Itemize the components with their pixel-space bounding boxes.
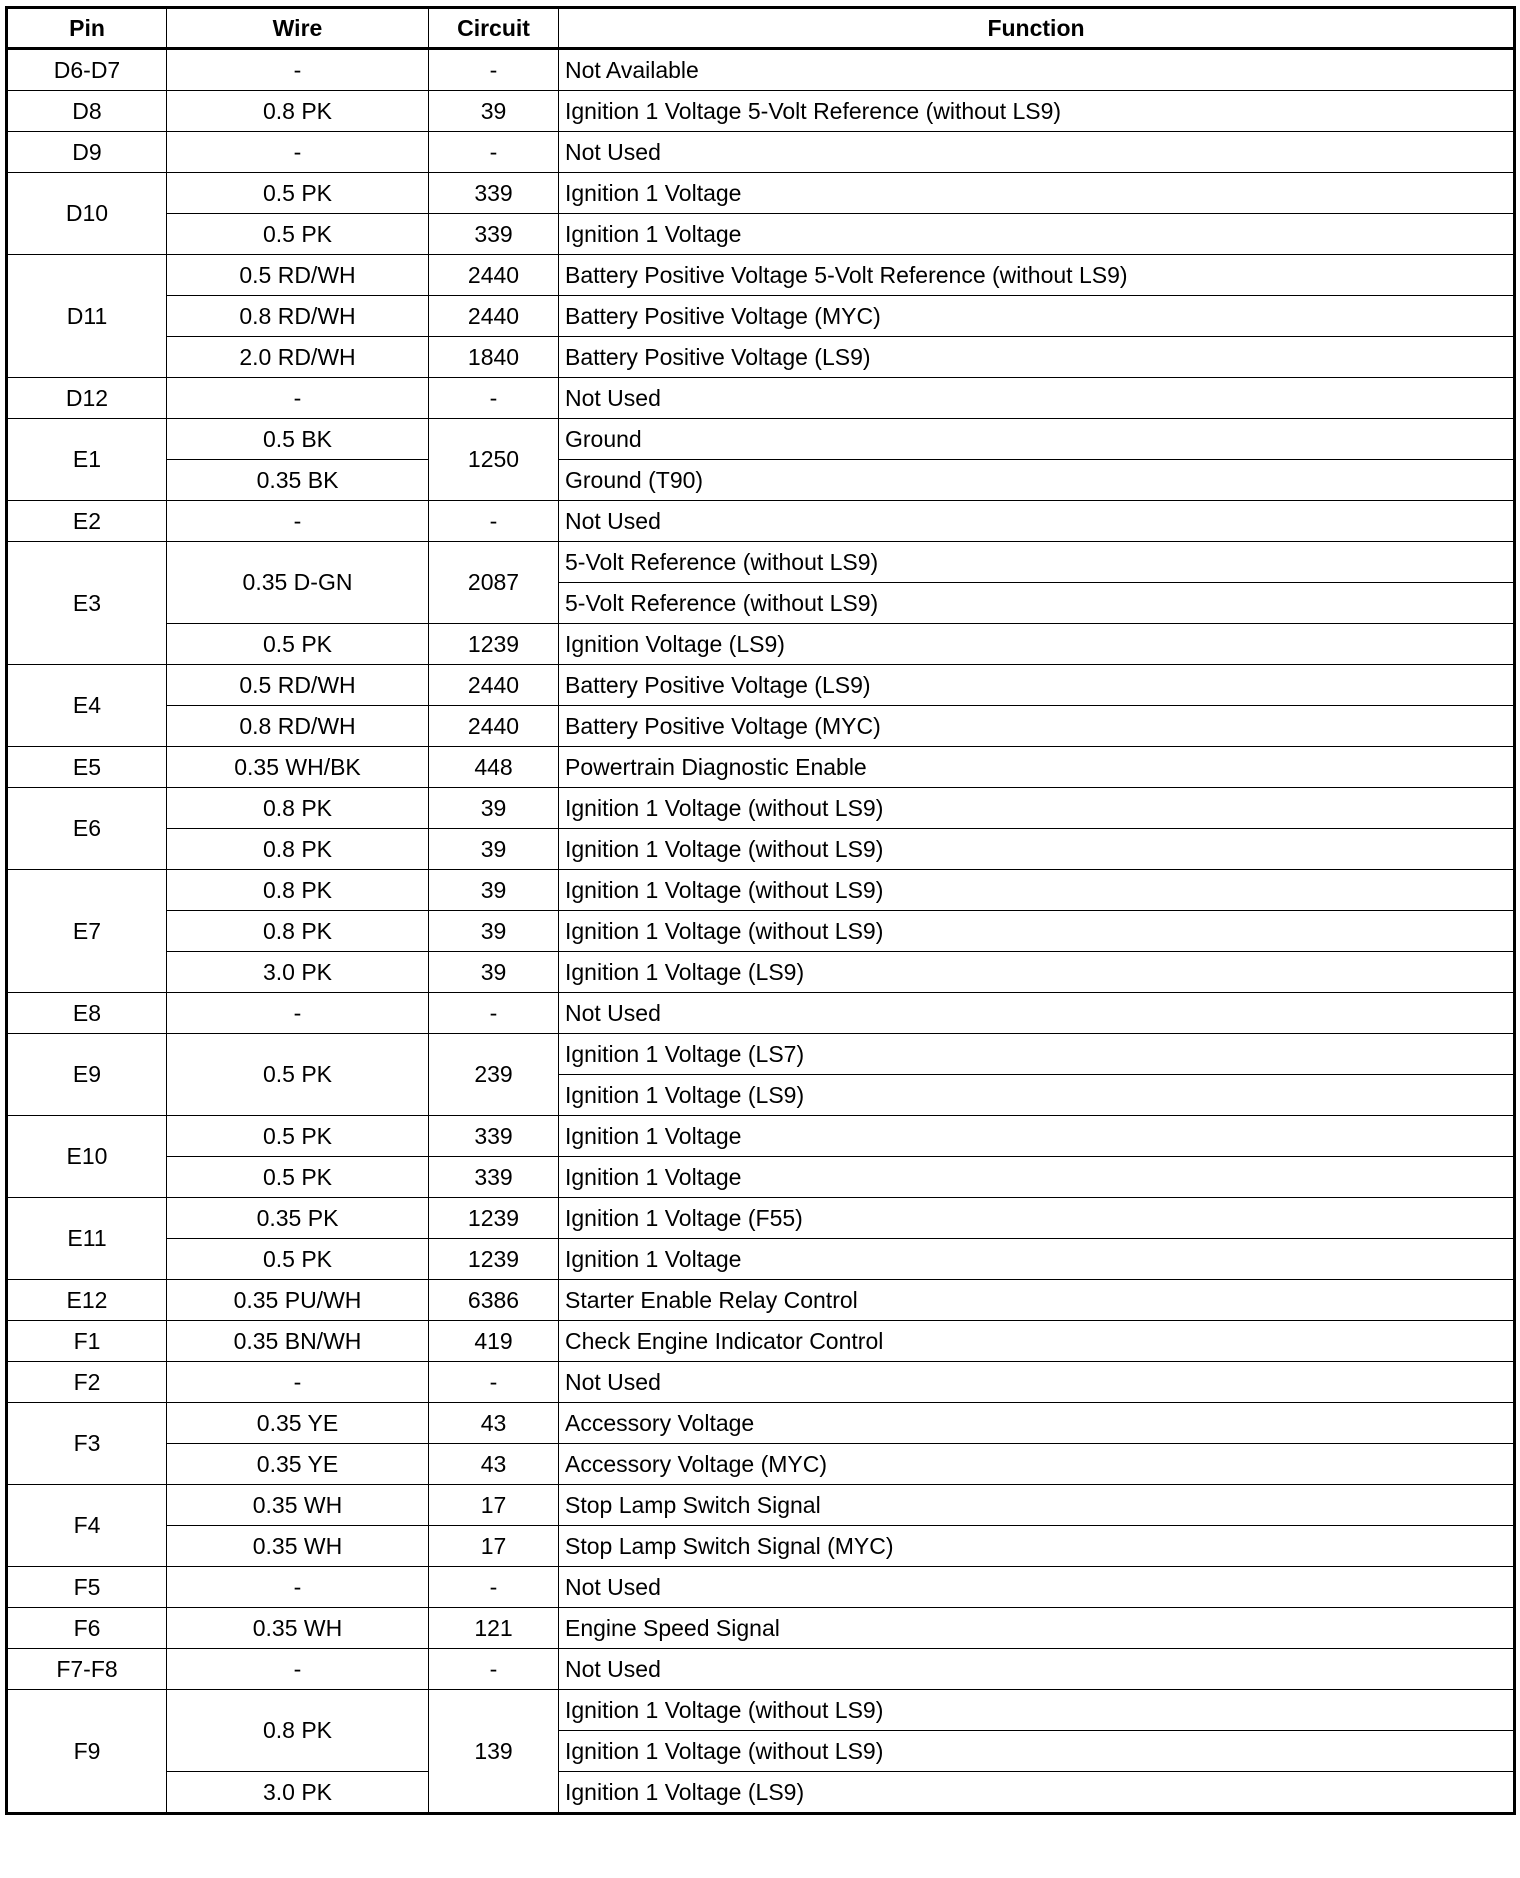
circuit-cell: 1239 — [429, 624, 559, 665]
table-row — [7, 296, 1515, 337]
pin-cell: E9 — [7, 1034, 167, 1116]
circuit-cell: 121 — [429, 1608, 559, 1649]
function-cell: Battery Positive Voltage (MYC) — [559, 296, 1515, 337]
wire-cell: - — [167, 1362, 429, 1403]
wire-cell: 0.35 D-GN — [167, 542, 429, 624]
table-row — [7, 255, 1515, 296]
function-cell: Stop Lamp Switch Signal — [559, 1485, 1515, 1526]
circuit-cell: 339 — [429, 214, 559, 255]
circuit-cell: 39 — [429, 91, 559, 132]
pin-cell: E7 — [7, 870, 167, 993]
wire-cell: 0.35 WH — [167, 1526, 429, 1567]
pin-cell: E6 — [7, 788, 167, 870]
wire-cell: - — [167, 1649, 429, 1690]
table-row — [7, 665, 1515, 706]
function-cell: Ignition 1 Voltage (without LS9) — [559, 911, 1515, 952]
pin-cell: F7-F8 — [7, 1649, 167, 1690]
pin-cell: F5 — [7, 1567, 167, 1608]
wire-cell: 0.5 PK — [167, 1116, 429, 1157]
wire-cell: 0.35 BK — [167, 460, 429, 501]
table-row — [7, 747, 1515, 788]
table-row — [7, 173, 1515, 214]
table-row — [7, 337, 1515, 378]
circuit-cell: 2440 — [429, 296, 559, 337]
wire-cell: 0.8 RD/WH — [167, 706, 429, 747]
wire-cell: - — [167, 378, 429, 419]
circuit-cell: 17 — [429, 1526, 559, 1567]
circuit-cell: 39 — [429, 829, 559, 870]
wire-cell: - — [167, 993, 429, 1034]
pin-cell: E10 — [7, 1116, 167, 1198]
table-row — [7, 952, 1515, 993]
circuit-cell: 1250 — [429, 419, 559, 501]
function-cell: Not Used — [559, 501, 1515, 542]
table-row — [7, 706, 1515, 747]
wire-cell: 0.35 BN/WH — [167, 1321, 429, 1362]
wire-cell: 0.5 PK — [167, 214, 429, 255]
circuit-cell: 43 — [429, 1444, 559, 1485]
circuit-cell: - — [429, 501, 559, 542]
circuit-cell: 2440 — [429, 706, 559, 747]
table-row — [7, 1649, 1515, 1690]
wire-cell: - — [167, 501, 429, 542]
wire-cell: 0.8 PK — [167, 788, 429, 829]
table-row — [7, 214, 1515, 255]
function-cell: Ignition 1 Voltage (LS9) — [559, 1772, 1515, 1814]
circuit-cell: 419 — [429, 1321, 559, 1362]
circuit-cell: 6386 — [429, 1280, 559, 1321]
circuit-cell: - — [429, 378, 559, 419]
table-row — [7, 1608, 1515, 1649]
header-circuit: Circuit — [429, 8, 559, 49]
function-cell: Accessory Voltage — [559, 1403, 1515, 1444]
wire-cell: 0.35 YE — [167, 1444, 429, 1485]
pin-cell: E12 — [7, 1280, 167, 1321]
wire-cell: 0.5 PK — [167, 624, 429, 665]
wire-cell: 0.5 PK — [167, 173, 429, 214]
function-cell: Ignition 1 Voltage (LS7) — [559, 1034, 1515, 1075]
circuit-cell: 448 — [429, 747, 559, 788]
circuit-cell: - — [429, 1567, 559, 1608]
wire-cell: - — [167, 49, 429, 91]
function-cell: Ignition 1 Voltage — [559, 173, 1515, 214]
table-row — [7, 1157, 1515, 1198]
wire-cell: 3.0 PK — [167, 952, 429, 993]
header-pin: Pin — [7, 8, 167, 49]
pin-cell: E2 — [7, 501, 167, 542]
function-cell: Check Engine Indicator Control — [559, 1321, 1515, 1362]
function-cell: Ignition 1 Voltage (LS9) — [559, 952, 1515, 993]
circuit-cell: 39 — [429, 870, 559, 911]
pin-cell: D6-D7 — [7, 49, 167, 91]
pin-cell: E4 — [7, 665, 167, 747]
function-cell: Stop Lamp Switch Signal (MYC) — [559, 1526, 1515, 1567]
function-cell: Not Used — [559, 1649, 1515, 1690]
table-row — [7, 870, 1515, 911]
circuit-cell: 43 — [429, 1403, 559, 1444]
wire-cell: 3.0 PK — [167, 1772, 429, 1814]
wire-cell: - — [167, 1567, 429, 1608]
table-row — [7, 1116, 1515, 1157]
circuit-cell: - — [429, 993, 559, 1034]
header-wire: Wire — [167, 8, 429, 49]
pin-cell: D9 — [7, 132, 167, 173]
function-cell: Ignition 1 Voltage 5-Volt Reference (without LS9) — [559, 91, 1515, 132]
circuit-cell: 239 — [429, 1034, 559, 1116]
pin-cell: F3 — [7, 1403, 167, 1485]
pin-cell: E11 — [7, 1198, 167, 1280]
table-row — [7, 1362, 1515, 1403]
circuit-cell: 139 — [429, 1690, 559, 1814]
circuit-cell: 39 — [429, 788, 559, 829]
pin-cell: D10 — [7, 173, 167, 255]
table-row — [7, 460, 1515, 501]
header-row — [7, 8, 1515, 49]
function-cell: Ignition 1 Voltage — [559, 214, 1515, 255]
pin-cell: E5 — [7, 747, 167, 788]
circuit-cell: 39 — [429, 952, 559, 993]
function-cell: Ignition 1 Voltage (F55) — [559, 1198, 1515, 1239]
table-row — [7, 91, 1515, 132]
wire-cell: 0.8 PK — [167, 911, 429, 952]
function-cell: Ignition 1 Voltage — [559, 1157, 1515, 1198]
pin-cell: D11 — [7, 255, 167, 378]
pin-cell: D8 — [7, 91, 167, 132]
function-cell: Engine Speed Signal — [559, 1608, 1515, 1649]
function-cell: Accessory Voltage (MYC) — [559, 1444, 1515, 1485]
circuit-cell: 1840 — [429, 337, 559, 378]
wire-cell: 0.5 PK — [167, 1034, 429, 1116]
circuit-cell: 339 — [429, 173, 559, 214]
pin-cell: E1 — [7, 419, 167, 501]
circuit-cell: 339 — [429, 1157, 559, 1198]
function-cell: Battery Positive Voltage (LS9) — [559, 665, 1515, 706]
table-row — [7, 1034, 1515, 1075]
circuit-cell: 2087 — [429, 542, 559, 624]
pin-cell: F6 — [7, 1608, 167, 1649]
table-row — [7, 1403, 1515, 1444]
table-row — [7, 49, 1515, 91]
table-row — [7, 378, 1515, 419]
connector-pinout-table — [5, 6, 1516, 1815]
table-row — [7, 1485, 1515, 1526]
table-row — [7, 1239, 1515, 1280]
table-row — [7, 542, 1515, 583]
pin-cell: E8 — [7, 993, 167, 1034]
function-cell: Ignition 1 Voltage — [559, 1239, 1515, 1280]
function-cell: Ground (T90) — [559, 460, 1515, 501]
function-cell: Ignition 1 Voltage (without LS9) — [559, 1731, 1515, 1772]
pin-cell: F9 — [7, 1690, 167, 1814]
wire-cell: 0.8 PK — [167, 91, 429, 132]
table-row — [7, 132, 1515, 173]
function-cell: Not Available — [559, 49, 1515, 91]
table-row — [7, 1280, 1515, 1321]
wire-cell: 0.35 PK — [167, 1198, 429, 1239]
function-cell: Battery Positive Voltage 5-Volt Reference (without LS9) — [559, 255, 1515, 296]
pin-cell: D12 — [7, 378, 167, 419]
table-row — [7, 1444, 1515, 1485]
pin-cell: F2 — [7, 1362, 167, 1403]
header-function: Function — [559, 8, 1515, 49]
wire-cell: 0.8 PK — [167, 870, 429, 911]
table-row — [7, 501, 1515, 542]
function-cell: Not Used — [559, 1362, 1515, 1403]
wire-cell: 0.35 WH/BK — [167, 747, 429, 788]
function-cell: Ground — [559, 419, 1515, 460]
circuit-cell: 339 — [429, 1116, 559, 1157]
function-cell: 5-Volt Reference (without LS9) — [559, 583, 1515, 624]
wire-cell: 0.5 BK — [167, 419, 429, 460]
function-cell: Ignition 1 Voltage (without LS9) — [559, 829, 1515, 870]
circuit-cell: 17 — [429, 1485, 559, 1526]
function-cell: Ignition Voltage (LS9) — [559, 624, 1515, 665]
circuit-cell: 39 — [429, 911, 559, 952]
pin-cell: F1 — [7, 1321, 167, 1362]
pin-cell: F4 — [7, 1485, 167, 1567]
wire-cell: 0.35 YE — [167, 1403, 429, 1444]
function-cell: Not Used — [559, 132, 1515, 173]
circuit-cell: - — [429, 1649, 559, 1690]
table-row — [7, 1321, 1515, 1362]
wire-cell: 0.8 PK — [167, 1690, 429, 1772]
table-row — [7, 624, 1515, 665]
table-row — [7, 829, 1515, 870]
table-row — [7, 419, 1515, 460]
wire-cell: 0.35 WH — [167, 1608, 429, 1649]
circuit-cell: 2440 — [429, 255, 559, 296]
table-row — [7, 1772, 1515, 1814]
pin-cell: E3 — [7, 542, 167, 665]
wire-cell: 0.35 WH — [167, 1485, 429, 1526]
wire-cell: 0.5 PK — [167, 1239, 429, 1280]
circuit-cell: 2440 — [429, 665, 559, 706]
table-row — [7, 1526, 1515, 1567]
function-cell: Starter Enable Relay Control — [559, 1280, 1515, 1321]
table-row — [7, 1690, 1515, 1731]
table-row — [7, 1567, 1515, 1608]
table-row — [7, 788, 1515, 829]
function-cell: Battery Positive Voltage (MYC) — [559, 706, 1515, 747]
table-row — [7, 1198, 1515, 1239]
function-cell: Ignition 1 Voltage — [559, 1116, 1515, 1157]
function-cell: Ignition 1 Voltage (without LS9) — [559, 1690, 1515, 1731]
wire-cell: 0.35 PU/WH — [167, 1280, 429, 1321]
table-row — [7, 993, 1515, 1034]
wire-cell: 0.8 PK — [167, 829, 429, 870]
circuit-cell: - — [429, 132, 559, 173]
circuit-cell: - — [429, 1362, 559, 1403]
function-cell: Ignition 1 Voltage (without LS9) — [559, 870, 1515, 911]
function-cell: Battery Positive Voltage (LS9) — [559, 337, 1515, 378]
function-cell: 5-Volt Reference (without LS9) — [559, 542, 1515, 583]
function-cell: Powertrain Diagnostic Enable — [559, 747, 1515, 788]
wire-cell: 0.5 PK — [167, 1157, 429, 1198]
function-cell: Not Used — [559, 1567, 1515, 1608]
function-cell: Ignition 1 Voltage (LS9) — [559, 1075, 1515, 1116]
function-cell: Not Used — [559, 993, 1515, 1034]
circuit-cell: - — [429, 49, 559, 91]
wire-cell: - — [167, 132, 429, 173]
function-cell: Not Used — [559, 378, 1515, 419]
wire-cell: 0.5 RD/WH — [167, 665, 429, 706]
wire-cell: 0.8 RD/WH — [167, 296, 429, 337]
circuit-cell: 1239 — [429, 1239, 559, 1280]
function-cell: Ignition 1 Voltage (without LS9) — [559, 788, 1515, 829]
wire-cell: 0.5 RD/WH — [167, 255, 429, 296]
wire-cell: 2.0 RD/WH — [167, 337, 429, 378]
table-row — [7, 911, 1515, 952]
circuit-cell: 1239 — [429, 1198, 559, 1239]
